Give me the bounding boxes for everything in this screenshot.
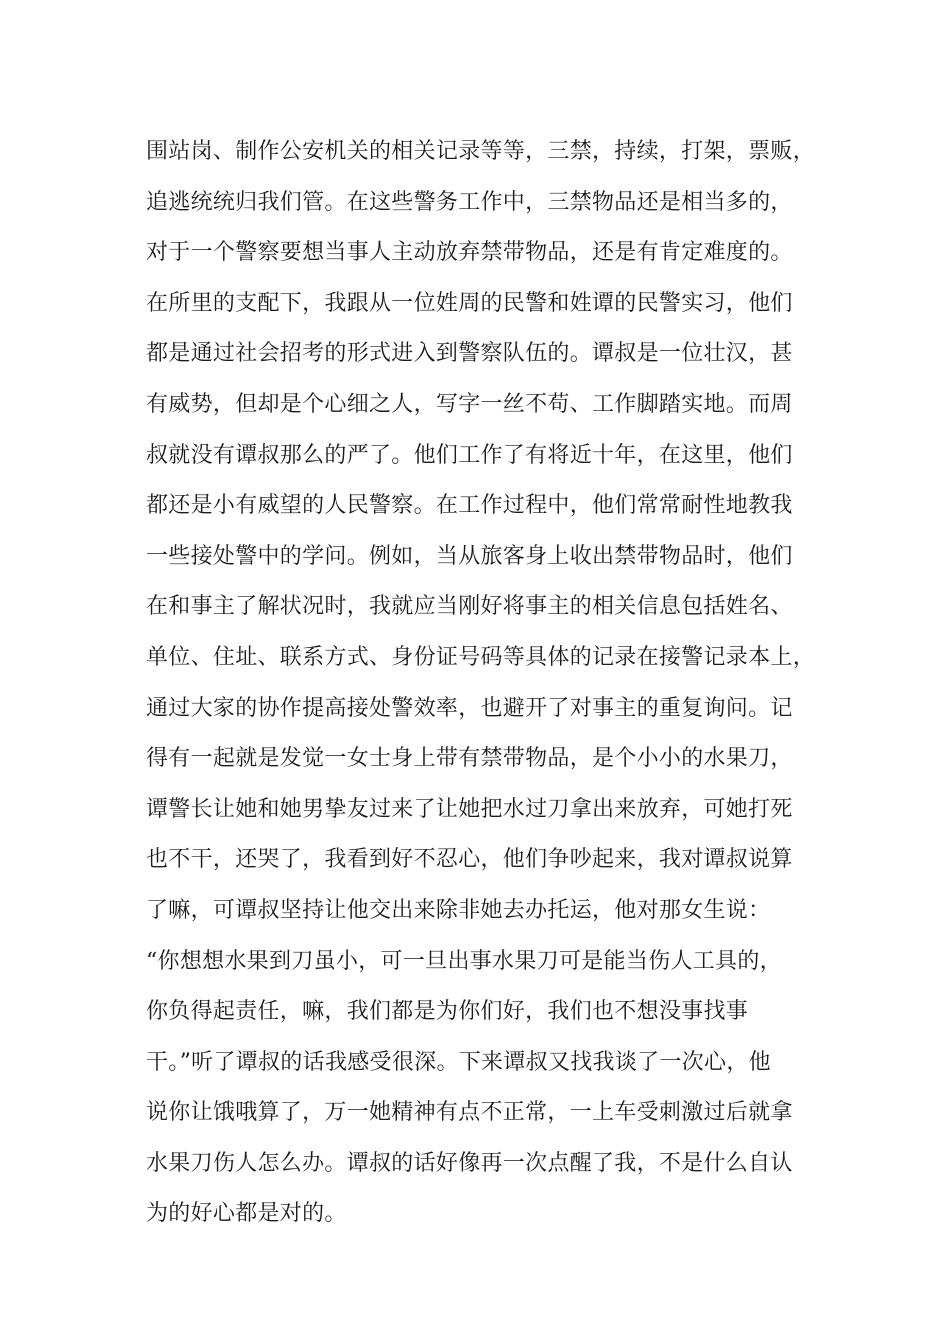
text-line: 也不干，还哭了，我看到好不忍心，他们争吵起来，我对谭叔说算 (146, 847, 793, 873)
text-line: 得有一起就是发觉一女士身上带有禁带物品，是个小小的水果刀， (146, 746, 793, 772)
text-line: 有威势，但却是个心细之人，写字一丝不苟、工作脚踏实地。而周 (146, 391, 793, 417)
text-line: 都是通过社会招考的形式进入到警察队伍的。谭叔是一位壮汉，甚 (146, 341, 793, 367)
text-line: 谭警长让她和她男挚友过来了让她把水过刀拿出来放弃，可她打死 (146, 796, 793, 822)
text-line: 干。”听了谭叔的话我感受很深。下来谭叔又找我谈了一次心，他 (146, 1049, 771, 1075)
text-line: 通过大家的协作提高接处警效率，也避开了对事主的重复询问。记 (146, 695, 793, 721)
text-line: 追逃统统归我们管。在这些警务工作中，三禁物品还是相当多的， (146, 189, 793, 215)
text-line: 都还是小有威望的人民警察。在工作过程中，他们常常耐性地教我 (146, 493, 793, 519)
text-line: 水果刀伤人怎么办。谭叔的话好像再一次点醒了我，不是什么自认 (146, 1150, 793, 1176)
text-line: 在和事主了解状况时，我就应当刚好将事主的相关信息包括姓名、 (146, 594, 793, 620)
text-line: 对于一个警察要想当事人主动放弃禁带物品，还是有肯定难度的。 (146, 240, 793, 266)
body-text (146, 127, 826, 1240)
text-line: 叔就没有谭叔那么的严了。他们工作了有将近十年，在这里，他们 (146, 442, 793, 468)
text-line: 为的好心都是对的。 (146, 1201, 347, 1227)
text-line: “你想想水果到刀虽小，可一旦出事水果刀可是能当伤人工具的， (146, 948, 782, 974)
text-line: 一些接处警中的学问。例如，当从旅客身上收出禁带物品时，他们 (146, 543, 793, 569)
text-line: 单位、住址、联系方式、身份证号码等具体的记录在接警记录本上， (146, 644, 816, 670)
text-line: 说你让饿哦算了，万一她精神有点不正常，一上车受刺激过后就拿 (146, 1100, 793, 1126)
text-line: 围站岗、制作公安机关的相关记录等等，三禁，持续，打架，票贩， (146, 139, 816, 164)
text-line: 了嘛，可谭叔坚持让他交出来除非她去办托运，他对那女生说： (146, 897, 771, 923)
text-line: 你负得起责任，嘛，我们都是为你们好，我们也不想没事找事 (146, 999, 749, 1025)
text-line: 在所里的支配下，我跟从一位姓周的民警和姓谭的民警实习，他们 (146, 290, 793, 316)
